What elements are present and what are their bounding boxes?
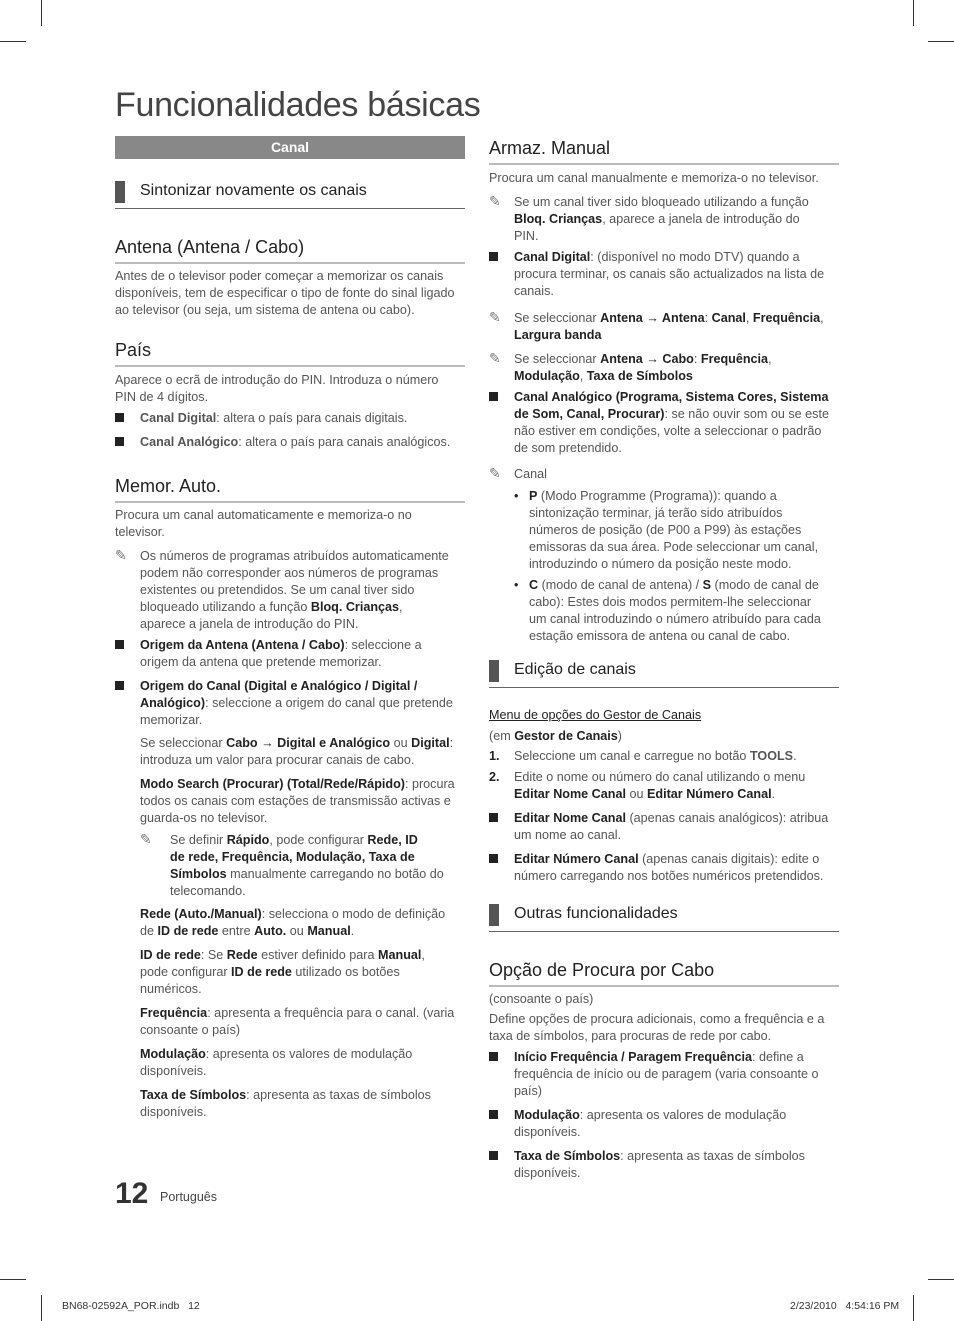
section-banner [115, 136, 465, 159]
subsection-marker [489, 660, 499, 682]
subsection-title: Edição de canais [514, 661, 636, 678]
pencil-icon: ✎ [489, 465, 501, 481]
menu-link: Menu de opções do Gestor de Canais [489, 708, 702, 722]
pencil-icon: ✎ [489, 193, 501, 209]
square-bullet-icon [489, 1151, 498, 1160]
paragraph: Antes de o televisor poder começar a memorizar os canais disponíveis, tem de especificar o tipo de fonte do sinal ligado ao televisor (ou seja, um sistema de antena ou cabo). [115, 269, 455, 317]
footer-timestamp: 2/23/2010 4:54:16 PM [790, 1300, 900, 1312]
square-bullet-icon [489, 854, 498, 863]
crop-mark [41, 1295, 42, 1321]
subsection-title: Sintonizar novamente os canais [140, 182, 367, 199]
paragraph: Taxa de Símbolos: apresenta as taxas de símbolos disponíveis. [140, 1088, 431, 1119]
pencil-icon: ✎ [489, 309, 501, 325]
crop-mark [913, 1295, 914, 1321]
heading-antena: Antena (Antena / Cabo) [115, 237, 465, 264]
crop-mark [928, 41, 954, 42]
subsection-marker [489, 904, 499, 926]
subsection-marker [115, 181, 125, 203]
subsection-title: Outras funcionalidades [514, 905, 678, 922]
subsection-header [115, 181, 465, 209]
dot-bullet-icon: • [514, 489, 519, 503]
square-bullet-icon [489, 1110, 498, 1119]
square-bullet-icon [489, 252, 498, 261]
page-title: Funcionalidades básicas [115, 86, 481, 124]
subsection-header [489, 904, 839, 932]
pencil-icon: ✎ [140, 831, 152, 847]
square-bullet-icon [489, 813, 498, 822]
crop-mark [41, 0, 42, 26]
square-bullet-icon [115, 437, 124, 446]
crop-mark [0, 1279, 26, 1280]
crop-mark [913, 0, 914, 26]
paragraph: Modo Search (Procurar) (Total/Rede/Rápido): procura todos os canais com estações de transmissão activas e guarda-os no televisor. [140, 777, 455, 825]
heading-armaz: Armaz. Manual [489, 138, 839, 165]
page-number: 12 [115, 1177, 149, 1210]
pencil-icon: ✎ [115, 547, 127, 563]
heading-memor: Memor. Auto. [115, 476, 465, 503]
paragraph: Procura um canal automaticamente e memoriza-o no televisor. [115, 508, 412, 539]
crop-mark [0, 41, 26, 42]
pencil-icon: ✎ [489, 350, 501, 366]
section-banner-label: Canal [270, 139, 310, 155]
square-bullet-icon [115, 413, 124, 422]
footer-file-info: BN68-02592A_POR.indb 12 [62, 1300, 200, 1312]
square-bullet-icon [115, 681, 124, 690]
paragraph: Frequência: apresenta a frequência para o canal. (varia consoante o país) [140, 1006, 455, 1037]
square-bullet-icon [115, 640, 124, 649]
heading-pais: País [115, 340, 465, 367]
paragraph: Se seleccionar Cabo → Digital e Analógico ou Digital: introduza um valor para procurar canais de cabo. [140, 736, 454, 767]
page-language: Português [160, 1190, 217, 1204]
paragraph: Procura um canal manualmente e memoriza-o no televisor. [489, 171, 819, 185]
paragraph: ID de rede: Se Rede estiver definido para Manual, pode configurar ID de rede utilizado os botões numéricos. [140, 948, 425, 996]
paragraph: (consoante o país) Define opções de procura adicionais, como a frequência e a taxa de símbolos, para procuras de rede por cabo. [489, 992, 825, 1043]
paragraph: Rede (Auto./Manual): selecciona o modo de definição de ID de rede entre Auto. ou Manual. [140, 907, 446, 938]
square-bullet-icon [489, 1052, 498, 1061]
square-bullet-icon [489, 392, 498, 401]
dot-bullet-icon: • [514, 578, 519, 592]
paragraph: Menu de opções do Gestor de Canais (em Gestor de Canais) [489, 707, 839, 745]
subsection-header [489, 660, 839, 688]
paragraph: Aparece o ecrã de introdução do PIN. Introduza o número PIN de 4 dígitos. [115, 373, 439, 404]
paragraph: Modulação: apresenta os valores de modulação disponíveis. [140, 1047, 413, 1078]
crop-mark [928, 1279, 954, 1280]
heading-opcao: Opção de Procura por Cabo [489, 960, 839, 987]
